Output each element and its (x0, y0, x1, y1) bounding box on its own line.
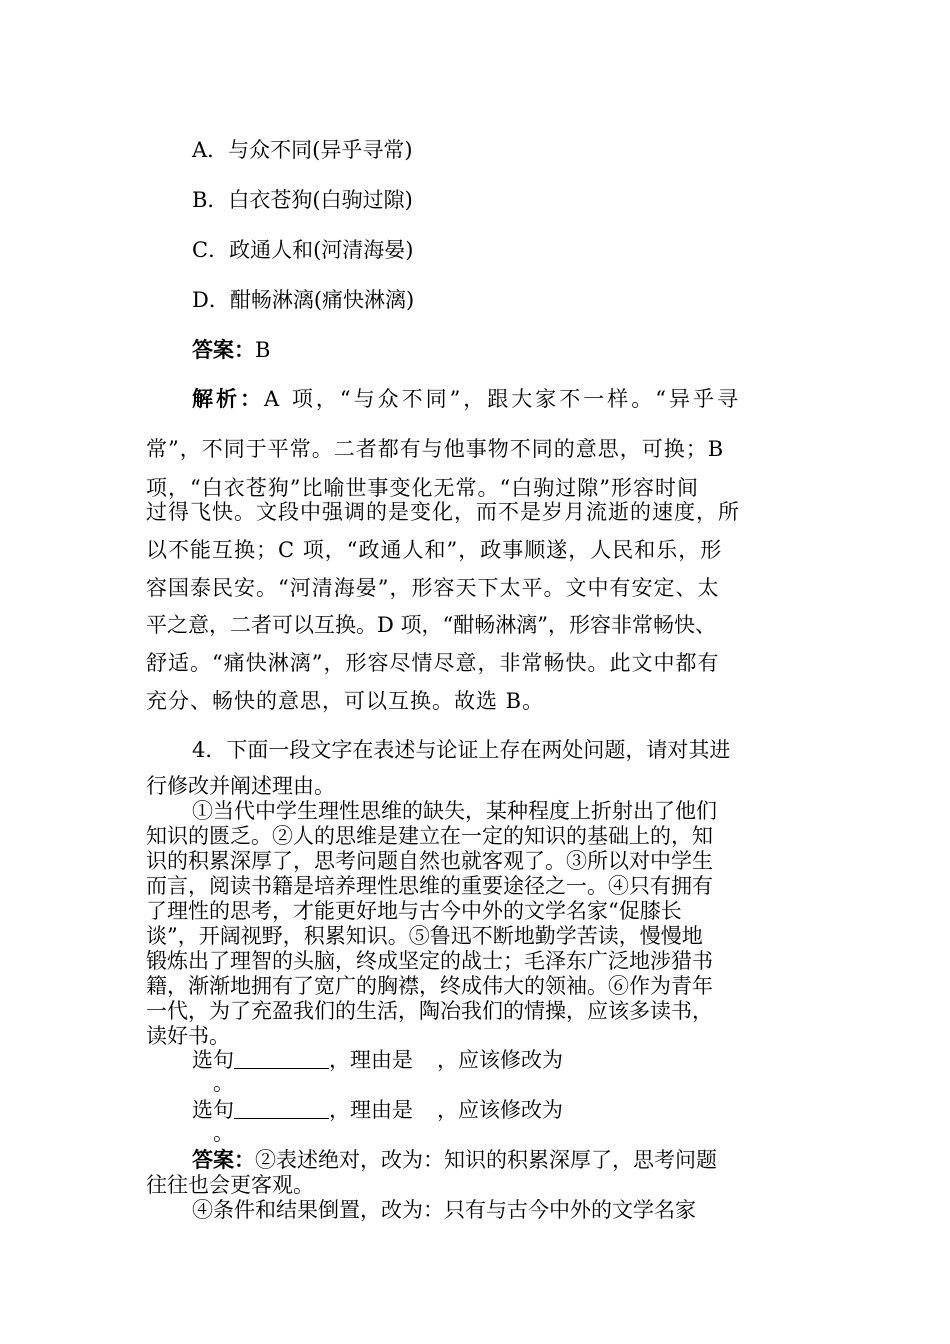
passage-line-4: 而言，阅读书籍是培养理性思维的重要途径之一。④只有拥有 (146, 874, 713, 898)
q3-analysis-line-8: 舒适。“痛快淋漓”，形容尽情尽意，非常畅快。此文中都有 (146, 651, 720, 675)
fill-line-1-end: 。 (213, 1071, 234, 1095)
q3-analysis-line-1: 解析：A 项，“与众不同”，跟大家不一样。“异乎寻 (192, 386, 742, 411)
q3-analysis-line-6: 容国泰民安。“河清海晏”，形容天下太平。文中有安定、太 (146, 576, 720, 600)
blank-field[interactable] (234, 1048, 329, 1069)
q4-answer-line-1: 答案：②表述绝对，改为：知识的积累深厚了，思考问题 (192, 1147, 717, 1172)
passage-line-5: 了理性的思考，才能更好地与古今中外的文学名家“促膝长 (146, 899, 682, 923)
analysis-label: 解析： (192, 386, 264, 411)
q3-analysis-line-9: 充分、畅快的意思，可以互换。故选 B。 (146, 689, 545, 713)
fill-line-1: 选句 ，理由是 ，应该修改为 (192, 1048, 563, 1072)
option-a: A．与众不同(异乎寻常) (192, 138, 413, 162)
passage-line-1: ①当代中学生理性思维的缺失，某种程度上折射出了他们 (192, 799, 717, 823)
q4-stem-line-1: 4．下面一段文字在表述与论证上存在两处问题，请对其进 (192, 738, 731, 762)
q3-analysis-line-3: 项，“白衣苍狗”比喻世事变化无常。“白驹过隙”形容时间 (146, 476, 699, 500)
q4-answer-line-2: 往往也会更客观。 (146, 1173, 314, 1197)
answer-label: 答案： (192, 337, 255, 362)
q4-answer-line-3: ④条件和结果倒置，改为：只有与古今中外的文学名家 (192, 1198, 696, 1222)
q3-analysis-line-5: 以不能互换；C 项，“政通人和”，政事顺遂，人民和乐，形 (146, 538, 723, 562)
option-c: C．政通人和(河清海晏) (192, 238, 414, 262)
answer-value: B (255, 338, 271, 362)
passage-line-9: 一代，为了充盈我们的生活，陶冶我们的情操，应该多读书， (146, 999, 713, 1023)
option-d: D．酣畅淋漓(痛快淋漓) (192, 288, 415, 312)
q3-analysis-line-2: 常”，不同于平常。二者都有与他事物不同的意思，可换；B (146, 437, 725, 461)
fill-line-2-end: 。 (213, 1121, 234, 1145)
answer-label: 答案： (192, 1147, 255, 1172)
fill-line-2: 选句 ，理由是 ，应该修改为 (192, 1098, 563, 1122)
passage-line-7: 锻炼出了理智的头脑，终成坚定的战士；毛泽东广泛地涉猎书 (146, 949, 713, 973)
passage-line-2: 知识的匮乏。②人的思维是建立在一定的知识的基础上的，知 (146, 824, 713, 848)
q3-analysis-line-4: 过得飞快。文段中强调的是变化，而不是岁月流逝的速度，所 (146, 500, 740, 524)
passage-line-10: 读好书。 (146, 1024, 230, 1048)
passage-line-8: 籍，渐渐地拥有了宽广的胸襟，终成伟大的领袖。⑥作为青年 (146, 974, 713, 998)
passage-line-6: 谈”，开阔视野，积累知识。⑤鲁迅不断地勤学苦读，慢慢地 (146, 924, 703, 948)
q4-stem-line-2: 行修改并阐述理由。 (146, 774, 335, 798)
blank-field[interactable] (234, 1098, 329, 1119)
passage-line-3: 识的积累深厚了，思考问题自然也就客观了。③所以对中学生 (146, 849, 713, 873)
option-b: B．白衣苍狗(白驹过隙) (192, 188, 413, 212)
q3-analysis-line-7: 平之意，二者可以互换。D 项，“酣畅淋漓”，形容非常畅快、 (146, 613, 716, 637)
q3-answer (192, 337, 270, 363)
